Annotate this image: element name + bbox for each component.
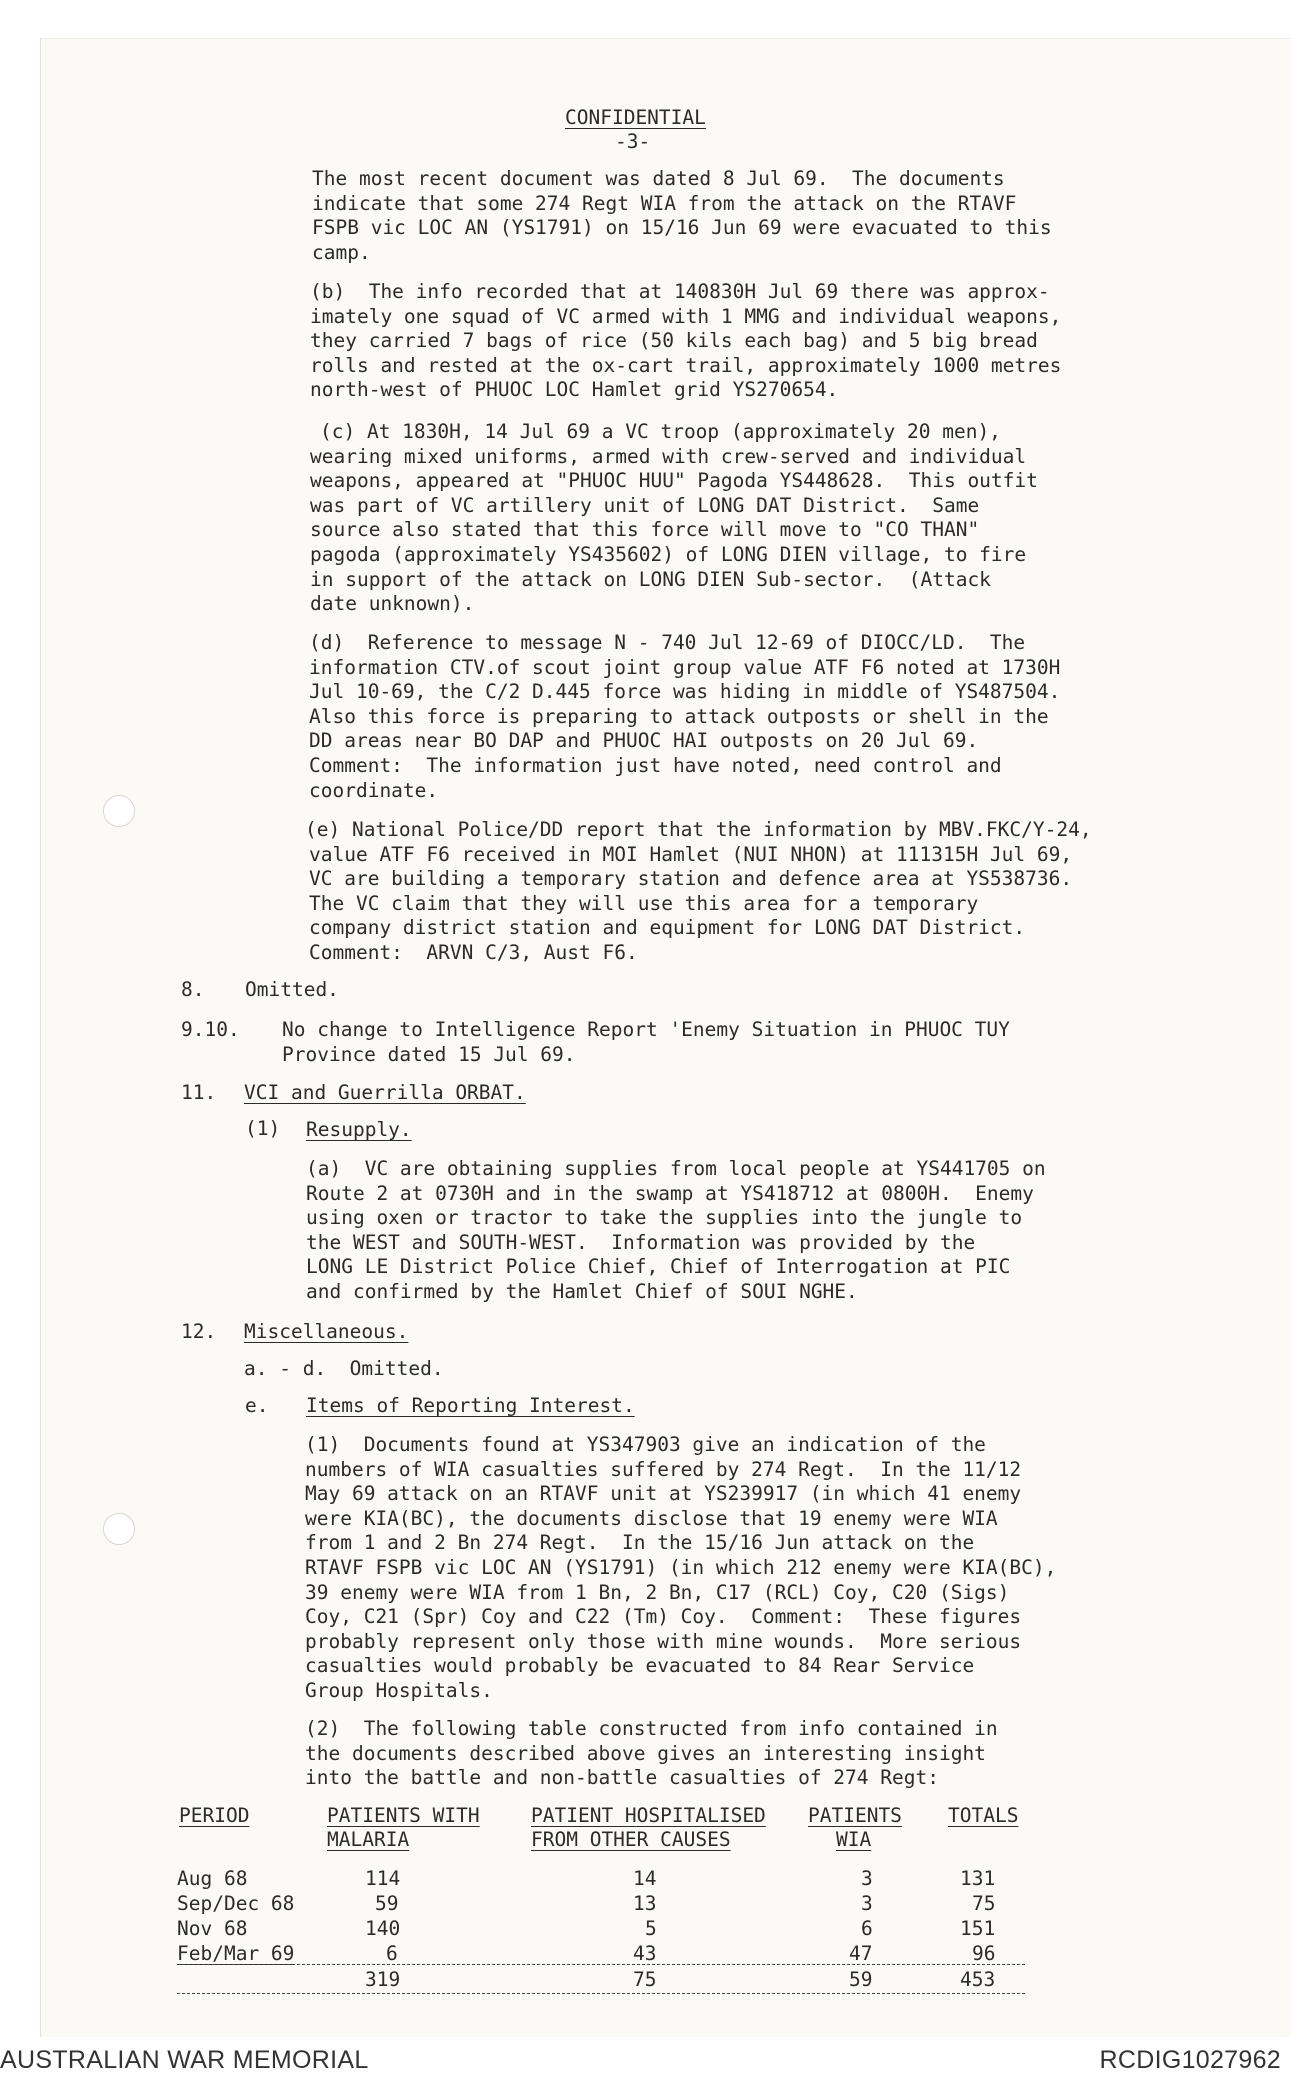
text-line: May 69 attack on an RTAVF unit at YS239917 (in which 41 enemy bbox=[305, 1482, 1022, 1506]
table-cell-wia: 6 bbox=[861, 1917, 873, 1940]
classification-header: CONFIDENTIAL bbox=[565, 106, 706, 129]
table-cell-wia: 47 bbox=[849, 1942, 873, 1965]
text-line: using oxen or tractor to take the supplies into the jungle to bbox=[306, 1206, 1023, 1230]
text-line: wearing mixed uniforms, armed with crew-served and individual bbox=[310, 444, 1027, 468]
text-line: No change to Intelligence Report 'Enemy Situation in PHUOC TUY bbox=[282, 1018, 1010, 1041]
text-line: weapons, appeared at "PHUOC HUU" Pagoda YS448628. This outfit bbox=[310, 469, 1038, 493]
table-cell-total: 96 bbox=[972, 1942, 996, 1965]
table-cell-total: 151 bbox=[960, 1917, 996, 1940]
text-line: (2) The following table constructed from info contained in bbox=[305, 1717, 998, 1740]
total-all: 453 bbox=[960, 1968, 996, 1991]
item-12-title: Miscellaneous. bbox=[244, 1320, 409, 1343]
text-line: pagoda (approximately YS435602) of LONG DIEN village, to fire bbox=[310, 543, 1027, 566]
text-line: The most recent document was dated 8 Jul 69. The documents bbox=[312, 167, 1005, 190]
item-11-sub-number: (1) bbox=[245, 1117, 281, 1140]
text-line: (1) Documents found at YS347903 give an indication of the bbox=[305, 1433, 986, 1456]
text-line: camp. bbox=[312, 240, 371, 264]
header-malaria-line2: MALARIA bbox=[327, 1828, 410, 1851]
table-cell-malaria: 114 bbox=[365, 1867, 401, 1890]
text-line: and confirmed by the Hamlet Chief of SOUI NGHE. bbox=[306, 1280, 858, 1303]
table-cell-period: Aug 68 bbox=[177, 1867, 248, 1890]
text-line: (a) VC are obtaining supplies from local people at YS441705 on bbox=[306, 1157, 1046, 1180]
text-line: imately one squad of VC armed with 1 MMG and individual weapons, bbox=[310, 304, 1062, 328]
text-line: Comment: ARVN C/3, Aust F6. bbox=[309, 941, 638, 964]
text-line: Province dated 15 Jul 69. bbox=[282, 1042, 576, 1066]
text-line: Also this force is preparing to attack outposts or shell in the bbox=[309, 704, 1049, 728]
text-line: into the battle and non-battle casualties of 274 Regt: bbox=[305, 1766, 939, 1790]
text-line: rolls and rested at the ox-cart trail, approximately 1000 metres bbox=[310, 353, 1062, 377]
table-cell-wia: 3 bbox=[861, 1867, 873, 1890]
text-line: were KIA(BC), the documents disclose that 19 enemy were WIA bbox=[305, 1506, 998, 1530]
header-totals: TOTALS bbox=[948, 1804, 1019, 1827]
footer-record-id: RCDIG1027962 bbox=[1099, 2046, 1281, 2074]
text-line: (e) National Police/DD report that the information by MBV.FKC/Y-24, bbox=[305, 818, 1092, 841]
footer-archive-name: AUSTRALIAN WAR MEMORIAL bbox=[0, 2046, 369, 2074]
table-cell-wia: 3 bbox=[861, 1892, 873, 1915]
item-12-e-number: e. bbox=[245, 1394, 269, 1417]
text-line: VC are building a temporary station and defence area at YS538736. bbox=[309, 867, 1073, 891]
table-cell-period: Sep/Dec 68 bbox=[177, 1892, 295, 1915]
punch-hole bbox=[103, 795, 135, 827]
text-line: they carried 7 bags of rice (50 kils each bag) and 5 big bread bbox=[310, 329, 1038, 353]
header-malaria: PATIENTS WITH bbox=[327, 1804, 480, 1827]
item-8-text: Omitted. bbox=[245, 978, 339, 1001]
table-cell-malaria: 6 bbox=[386, 1942, 398, 1965]
table-cell-period: Nov 68 bbox=[177, 1917, 248, 1940]
item-12-a-d: a. - d. Omitted. bbox=[244, 1357, 444, 1380]
item-11-number: 11. bbox=[181, 1081, 217, 1104]
text-line: probably represent only those with mine wounds. More serious bbox=[305, 1629, 1022, 1653]
text-line: was part of VC artillery unit of LONG DAT District. Same bbox=[310, 493, 980, 517]
item-12-e-title: Items of Reporting Interest. bbox=[306, 1394, 635, 1417]
table-cell-malaria: 59 bbox=[375, 1892, 399, 1915]
header-period: PERIOD bbox=[179, 1804, 250, 1827]
text-line: FSPB vic LOC AN (YS1791) on 15/16 Jun 69 were evacuated to this bbox=[312, 216, 1052, 240]
table-cell-total: 75 bbox=[972, 1892, 996, 1915]
text-line: the documents described above gives an interesting insight bbox=[305, 1741, 986, 1765]
text-line: LONG LE District Police Chief, Chief of Interrogation at PIC bbox=[306, 1255, 1011, 1279]
text-line: Jul 10-69, the C/2 D.445 force was hiding in middle of YS487504. bbox=[309, 680, 1061, 704]
text-line: Route 2 at 0730H and in the swamp at YS418712 at 0800H. Enemy bbox=[306, 1181, 1034, 1205]
table-cell-total: 131 bbox=[960, 1867, 996, 1890]
text-line: from 1 and 2 Bn 274 Regt. In the 15/16 Jun attack on the bbox=[305, 1531, 975, 1555]
total-malaria: 319 bbox=[365, 1968, 401, 1991]
text-line: information CTV.of scout joint group value ATF F6 noted at 1730H bbox=[309, 655, 1061, 679]
table-cell-other: 14 bbox=[633, 1867, 657, 1890]
page-number: -3- bbox=[615, 130, 651, 153]
text-line: numbers of WIA casualties suffered by 274 Regt. In the 11/12 bbox=[305, 1457, 1022, 1481]
text-line: casualties would probably be evacuated to 84 Rear Service bbox=[305, 1654, 975, 1678]
text-line: RTAVF FSPB vic LOC AN (YS1791) (in which 212 enemy were KIA(BC), bbox=[305, 1556, 1057, 1579]
table-cell-other: 5 bbox=[645, 1917, 657, 1940]
text-line: (c) At 1830H, 14 Jul 69 a VC troop (approximately 20 men), bbox=[320, 420, 1001, 443]
table-cell-other: 43 bbox=[633, 1942, 657, 1965]
item-9-10-number: 9.10. bbox=[181, 1018, 240, 1041]
text-line: DD areas near BO DAP and PHUOC HAI outposts on 20 Jul 69. bbox=[309, 729, 979, 753]
item-8-number: 8. bbox=[181, 978, 205, 1001]
punch-hole bbox=[103, 1513, 135, 1545]
text-line: company district station and equipment for LONG DAT District. bbox=[309, 916, 1026, 940]
text-line: (b) The info recorded that at 140830H Jul 69 there was approx- bbox=[310, 280, 1050, 303]
header-wia-line2: WIA bbox=[836, 1828, 872, 1851]
text-line: the WEST and SOUTH-WEST. Information was provided by the bbox=[306, 1230, 976, 1254]
item-12-number: 12. bbox=[181, 1320, 217, 1343]
text-line: source also stated that this force will move to "CO THAN" bbox=[310, 518, 980, 542]
table-cell-period: Feb/Mar 69 bbox=[177, 1942, 295, 1965]
text-line: Comment: The information just have noted, need control and bbox=[309, 754, 1002, 777]
text-line: (d) Reference to message N - 740 Jul 12-69 of DIOCC/LD. The bbox=[309, 631, 1026, 654]
item-11-title: VCI and Guerrilla ORBAT. bbox=[244, 1081, 526, 1104]
text-line: north-west of PHUOC LOC Hamlet grid YS270654. bbox=[310, 378, 839, 402]
text-line: indicate that some 274 Regt WIA from the attack on the RTAVF bbox=[312, 191, 1017, 215]
total-wia: 59 bbox=[849, 1968, 873, 1991]
table-cell-malaria: 140 bbox=[365, 1917, 401, 1940]
text-line: The VC claim that they will use this area for a temporary bbox=[309, 891, 979, 915]
total-other: 75 bbox=[633, 1968, 657, 1991]
header-other-causes: PATIENT HOSPITALISED bbox=[531, 1804, 766, 1827]
text-line: 39 enemy were WIA from 1 Bn, 2 Bn, C17 (RCL) Coy, C20 (Sigs) bbox=[305, 1580, 1010, 1604]
table-cell-other: 13 bbox=[633, 1892, 657, 1915]
text-line: value ATF F6 received in MOI Hamlet (NUI NHON) at 111315H Jul 69, bbox=[309, 842, 1073, 866]
item-11-sub-title: Resupply. bbox=[306, 1118, 412, 1141]
header-wia: PATIENTS bbox=[808, 1804, 902, 1827]
text-line: Coy, C21 (Spr) Coy and C22 (Tm) Coy. Comment: These figures bbox=[305, 1605, 1022, 1629]
text-line: Group Hospitals. bbox=[305, 1679, 493, 1702]
text-line: in support of the attack on LONG DIEN Sub-sector. (Attack bbox=[310, 567, 991, 591]
text-line: date unknown). bbox=[310, 592, 475, 616]
text-line: coordinate. bbox=[309, 778, 439, 802]
header-other-causes-line2: FROM OTHER CAUSES bbox=[531, 1828, 731, 1851]
